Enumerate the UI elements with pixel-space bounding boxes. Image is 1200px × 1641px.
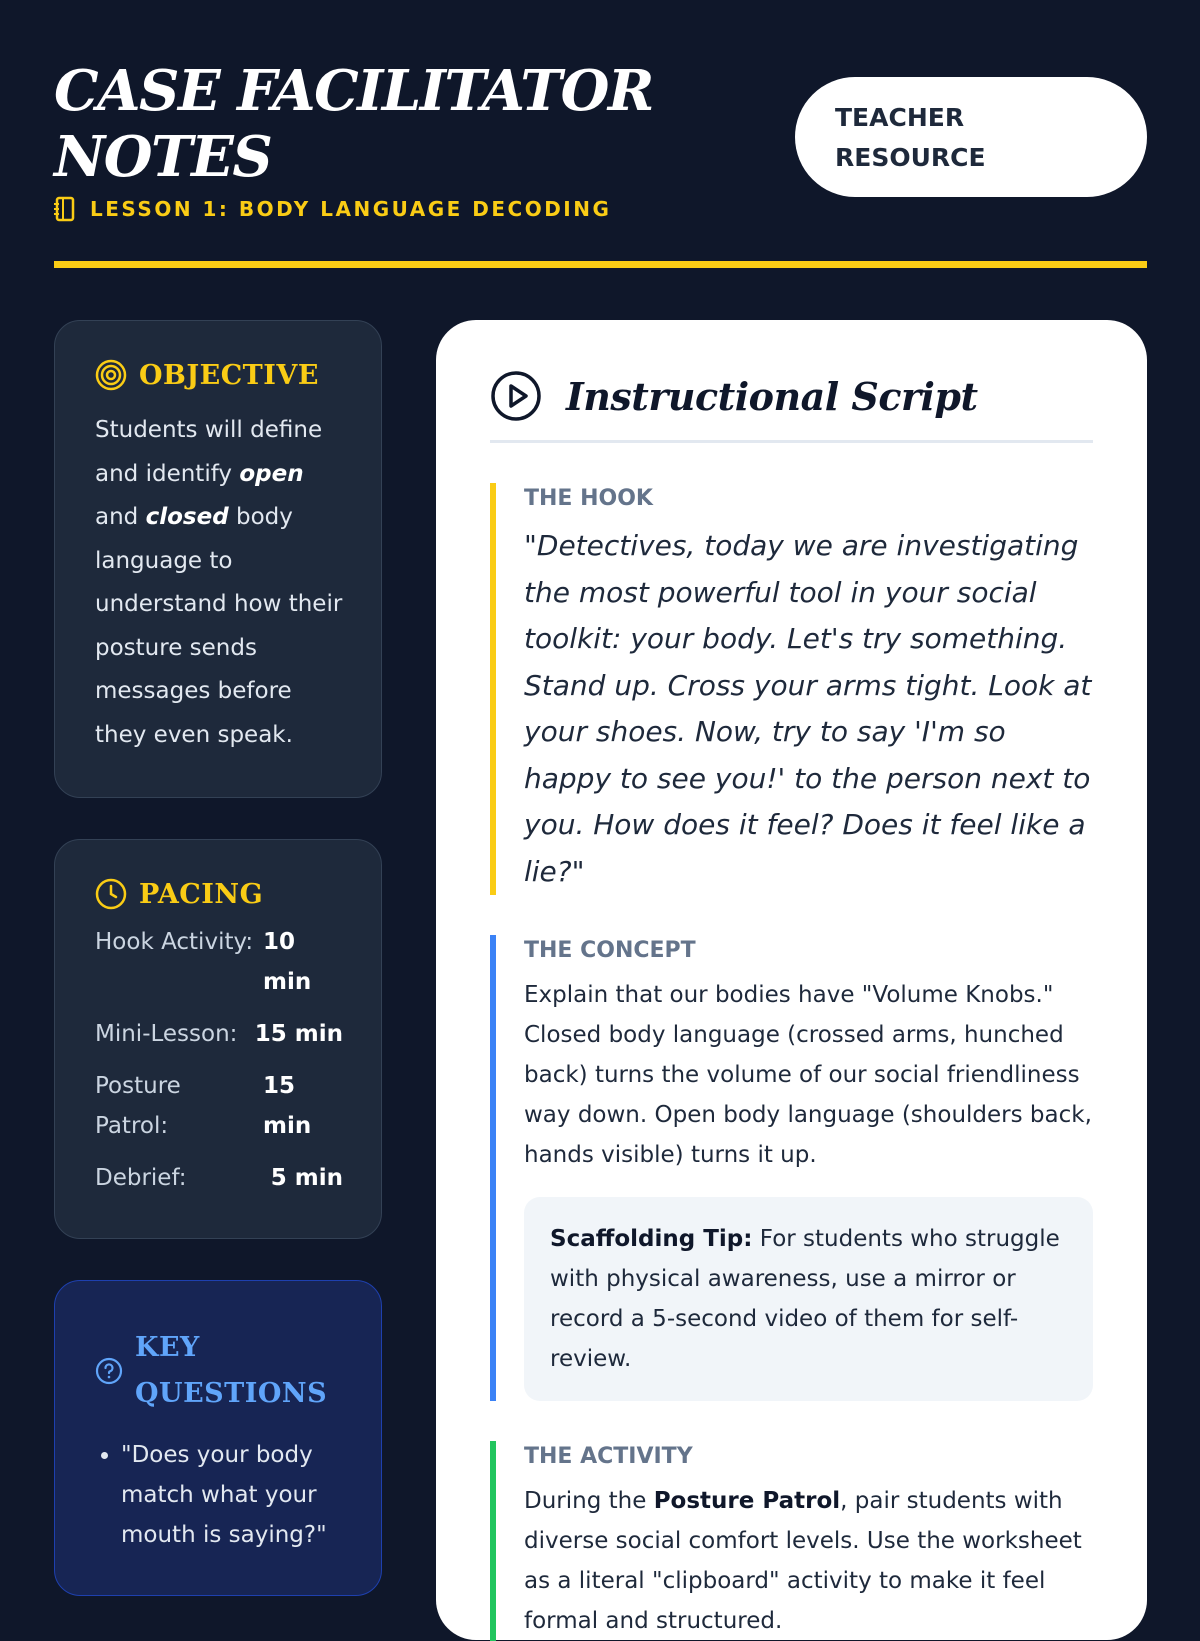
objective-header	[95, 359, 343, 391]
pacing-row	[95, 1014, 343, 1054]
objective-heading: OBJECTIVE	[139, 359, 319, 391]
activity-label: THE ACTIVITY	[524, 1444, 693, 1469]
lesson-subtitle	[54, 196, 1147, 222]
hook-label: THE HOOK	[524, 486, 653, 511]
tip-text: For students who struggle with physical awareness, use a mirror or record a 5-second video of them for self-review.	[550, 1226, 1060, 1372]
key-questions-list	[95, 1435, 343, 1555]
key-questions-header	[95, 1325, 343, 1417]
concept-text: Explain that our bodies have "Volume Knobs." Closed body language (crossed arms, hunched back) turns the volume of our social friendliness way down. Open body language (shoulders back, hands visible) turns it up.	[524, 982, 1092, 1168]
objective-text-2: and	[95, 504, 139, 530]
instructional-script-panel	[436, 320, 1147, 1640]
objective-closed: closed	[145, 504, 229, 530]
teacher-resource-badge: TEACHER RESOURCE	[795, 77, 1147, 197]
objective-text	[95, 409, 343, 757]
pacing-label: Debrief:	[95, 1165, 187, 1191]
objective-text-1: Students will define and identify	[95, 417, 323, 487]
concept-label: THE CONCEPT	[524, 938, 696, 963]
page-header	[54, 58, 1147, 268]
scaffolding-tip	[524, 1197, 1093, 1401]
pacing-value: 15 min	[254, 1021, 343, 1047]
hook-text: "Detectives, today we are investigating the most powerful tool in your social toolkit: your body. Let's try something. Stand up. Cross your arms tight. Look at your shoes. Now, try to say 'I'm so happy to see you!' to the person next to you. How does it feel? Does it feel like a lie?"	[524, 529, 1092, 888]
tip-label: Scaffolding Tip:	[550, 1226, 753, 1252]
clock-icon	[95, 878, 127, 910]
concept-section	[490, 935, 1093, 1401]
activity-text-2: , pair students with diverse social comfort levels. Use the worksheet as a literal "clipboard" activity to make it feel formal and structured.	[524, 1488, 1082, 1634]
objective-text-3: body language to understand how their posture sends messages before they even speak.	[95, 504, 343, 748]
pacing-heading: PACING	[139, 878, 264, 910]
play-circle-icon	[490, 370, 542, 422]
objective-card	[54, 320, 382, 798]
question-circle-icon	[95, 1357, 123, 1385]
sidebar	[54, 320, 382, 1637]
pacing-value: 10 min	[263, 929, 312, 995]
pacing-label: Posture Patrol:	[95, 1073, 181, 1139]
notebook-icon	[54, 196, 76, 222]
key-questions-card	[54, 1280, 382, 1596]
pacing-row	[95, 1066, 343, 1146]
page-title: CASE FACILITATOR NOTES	[54, 58, 653, 190]
objective-open: open	[239, 460, 304, 487]
activity-text-1: During the	[524, 1488, 647, 1514]
hook-section	[490, 483, 1093, 895]
pacing-value: 5 min	[270, 1165, 343, 1191]
pacing-card	[54, 839, 382, 1239]
script-header	[490, 370, 1093, 443]
key-questions-heading: KEY QUESTIONS	[135, 1332, 328, 1409]
pacing-value: 15 min	[263, 1073, 312, 1139]
target-icon	[95, 359, 127, 391]
pacing-label: Mini-Lesson:	[95, 1021, 238, 1047]
pacing-row	[95, 922, 343, 1002]
key-question-item: • "Does your body match what your mouth is saying?"	[121, 1435, 343, 1555]
pacing-header	[95, 878, 343, 910]
lesson-subtitle-text: LESSON 1: BODY LANGUAGE DECODING	[90, 197, 612, 221]
pacing-label: Hook Activity:	[95, 929, 254, 955]
activity-bold: Posture Patrol	[653, 1488, 841, 1514]
activity-section	[490, 1441, 1093, 1641]
script-heading: Instructional Script	[566, 373, 978, 419]
activity-text	[524, 1481, 1093, 1641]
pacing-row	[95, 1158, 343, 1198]
